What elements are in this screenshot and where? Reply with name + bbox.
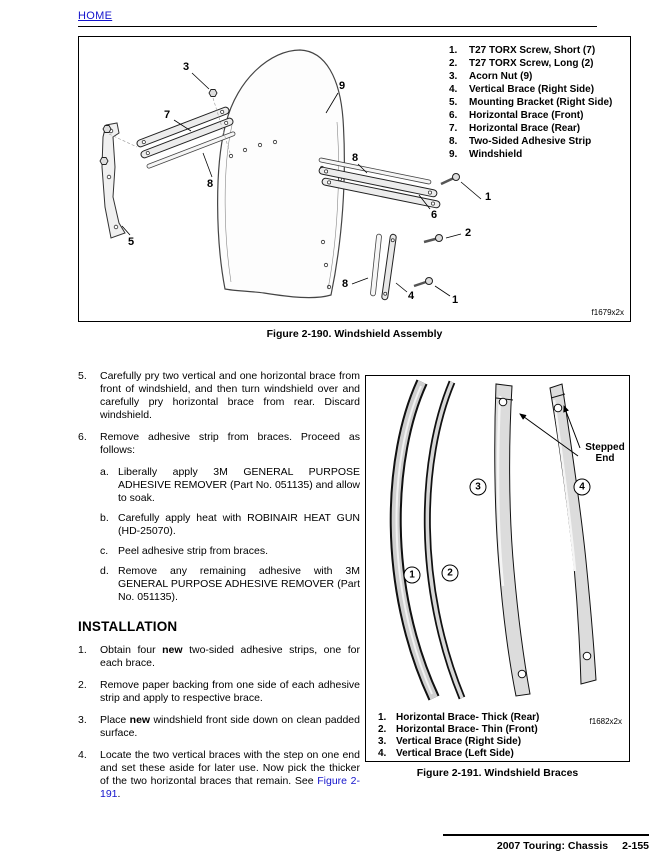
step-number: 6.	[78, 431, 87, 443]
figure-2-191-body	[366, 376, 629, 761]
step-text	[100, 749, 360, 801]
step-6c	[100, 545, 360, 558]
part-number: 4.	[449, 84, 458, 95]
parts-list-item	[449, 109, 612, 122]
legend-number: 4.	[378, 748, 387, 759]
part-number: 9.	[449, 149, 458, 160]
step-text: Carefully pry two vertical and one horizontal brace from front of windshield, and then turn windshield over and carefully pry horizontal brace from rear. Discard windshield.	[100, 370, 360, 421]
procedure-text-column	[78, 370, 360, 810]
legend-number: 3.	[378, 736, 387, 747]
callout-label: 3	[182, 61, 190, 73]
step-number: 5.	[78, 370, 87, 382]
step-text-post: windshield front side down on clean padded surface.	[100, 714, 360, 739]
installation-heading: INSTALLATION	[78, 619, 178, 634]
legend-label: Horizontal Brace- Thick (Rear)	[396, 712, 540, 723]
callout-label: 1	[484, 191, 492, 203]
legend-number: 1.	[378, 712, 387, 723]
part-label: Acorn Nut (9)	[469, 71, 533, 82]
part-number: 5.	[449, 97, 458, 108]
home-link[interactable]: HOME	[78, 10, 113, 22]
part-label: T27 TORX Screw, Long (2)	[469, 58, 594, 69]
parts-list-item	[449, 96, 612, 109]
figure-2-191	[365, 375, 630, 762]
step-text-bold: new	[162, 644, 183, 656]
parts-list-item	[449, 44, 612, 57]
figure-2-190-caption: Figure 2-190. Windshield Assembly	[266, 328, 443, 340]
circled-callout-2: 2	[442, 565, 459, 582]
step-text-bold: new	[129, 714, 151, 726]
figure-2-190	[78, 36, 631, 322]
part-number: 6.	[449, 110, 458, 121]
figure-2-190-body	[79, 37, 630, 321]
step-text	[100, 714, 360, 740]
part-label: Two-Sided Adhesive Strip	[469, 136, 592, 147]
callout-label: 8	[351, 152, 359, 164]
step-6a	[100, 466, 360, 505]
callout-label: 7	[163, 109, 171, 121]
legend-item	[378, 736, 539, 748]
callout-label: 9	[338, 80, 346, 92]
step-number: 2.	[78, 679, 87, 691]
part-number: 7.	[449, 123, 458, 134]
substep-text: Carefully apply heat with ROBINAIR HEAT GUN (HD-25070).	[118, 512, 360, 537]
step-number: 4.	[78, 749, 87, 761]
part-label: Horizontal Brace (Front)	[469, 110, 584, 121]
circled-callout-4: 4	[574, 479, 591, 496]
callout-label: 5	[127, 236, 135, 248]
figure-ref-code: f1679x2x	[591, 308, 624, 317]
part-label: Horizontal Brace (Rear)	[469, 123, 581, 134]
callout-label: 1	[451, 294, 459, 306]
figure-2-191-caption: Figure 2-191. Windshield Braces	[416, 767, 579, 779]
figure-ref-code: f1682x2x	[589, 717, 622, 726]
step-text: Remove paper backing from one side of each adhesive strip and apply to respective brace.	[100, 679, 360, 704]
callout-label: 4	[407, 290, 415, 302]
parts-list-item	[449, 122, 612, 135]
substep-letter: d.	[100, 565, 109, 577]
parts-list-item	[449, 70, 612, 83]
circled-callout-3: 3	[470, 479, 487, 496]
part-number: 2.	[449, 58, 458, 69]
step-text-pre: Obtain four	[100, 644, 163, 656]
step-6b	[100, 512, 360, 538]
part-number: 1.	[449, 45, 458, 56]
step-5	[78, 370, 360, 422]
parts-list-item	[449, 83, 612, 96]
step-number: 1.	[78, 644, 87, 656]
step-6	[78, 431, 360, 457]
adhesive-strip-vertical	[370, 234, 381, 296]
callout-label: 8	[206, 178, 214, 190]
substep-letter: b.	[100, 512, 109, 524]
substep-letter: a.	[100, 466, 109, 478]
parts-list	[449, 44, 612, 161]
substep-text: Liberally apply 3M GENERAL PURPOSE ADHESIVE REMOVER (Part No. 051135) and allow to soak.	[118, 466, 360, 504]
install-step-3	[78, 714, 360, 740]
figure-2-191-legend	[378, 712, 539, 760]
legend-item	[378, 748, 539, 760]
header-divider	[78, 26, 597, 27]
part-number: 3.	[449, 71, 458, 82]
step-text	[100, 644, 360, 670]
figure-2-191-link[interactable]: Figure 2-191	[100, 775, 360, 800]
horizontal-brace-thin	[427, 382, 462, 698]
stepped-end-label: Stepped End	[585, 442, 625, 464]
step-text-post: .	[117, 788, 121, 800]
step-6d	[100, 565, 360, 604]
step-text: Remove adhesive strip from braces. Proceed as follows:	[100, 431, 360, 456]
legend-label: Horizontal Brace- Thin (Front)	[396, 724, 538, 735]
substep-text: Remove any remaining adhesive with 3M GENERAL PURPOSE ADHESIVE REMOVER (Part No. 051135).	[118, 565, 360, 603]
callout-label: 6	[430, 209, 438, 221]
step-text-pre: Locate the two vertical braces with the step on one end and set these aside for later use. Now pick the thicker of the two horizontal braces that remain. See	[100, 749, 360, 787]
footer-title: 2007 Touring: Chassis	[496, 840, 609, 852]
step-text-post: two-sided adhesive strips, one for each brace.	[100, 644, 360, 669]
legend-item	[378, 724, 539, 736]
step-number: 3.	[78, 714, 87, 726]
footer-page-number: 2-155	[622, 840, 649, 852]
mounting-bracket	[102, 123, 125, 238]
part-label: T27 TORX Screw, Short (7)	[469, 45, 596, 56]
substep-text: Peel adhesive strip from braces.	[118, 545, 268, 557]
page-footer	[443, 834, 649, 852]
substep-letter: c.	[100, 545, 109, 557]
callout-label: 8	[341, 278, 349, 290]
install-step-4	[78, 749, 360, 801]
vertical-brace-right	[495, 384, 530, 696]
part-label: Vertical Brace (Right Side)	[469, 84, 595, 95]
vertical-brace-group	[370, 234, 396, 300]
legend-label: Vertical Brace (Right Side)	[396, 736, 522, 747]
parts-list-item	[449, 57, 612, 70]
part-number: 8.	[449, 136, 458, 147]
step-text-pre: Place	[100, 714, 130, 726]
legend-item	[378, 712, 539, 724]
parts-list-item	[449, 148, 612, 161]
install-step-2	[78, 679, 360, 705]
legend-label: Vertical Brace (Left Side)	[396, 748, 514, 759]
parts-list-item	[449, 135, 612, 148]
part-label: Windshield	[469, 149, 523, 160]
install-step-1	[78, 644, 360, 670]
circled-callout-1: 1	[404, 567, 421, 584]
legend-number: 2.	[378, 724, 387, 735]
part-label: Mounting Bracket (Right Side)	[469, 97, 613, 108]
callout-label: 2	[464, 227, 472, 239]
